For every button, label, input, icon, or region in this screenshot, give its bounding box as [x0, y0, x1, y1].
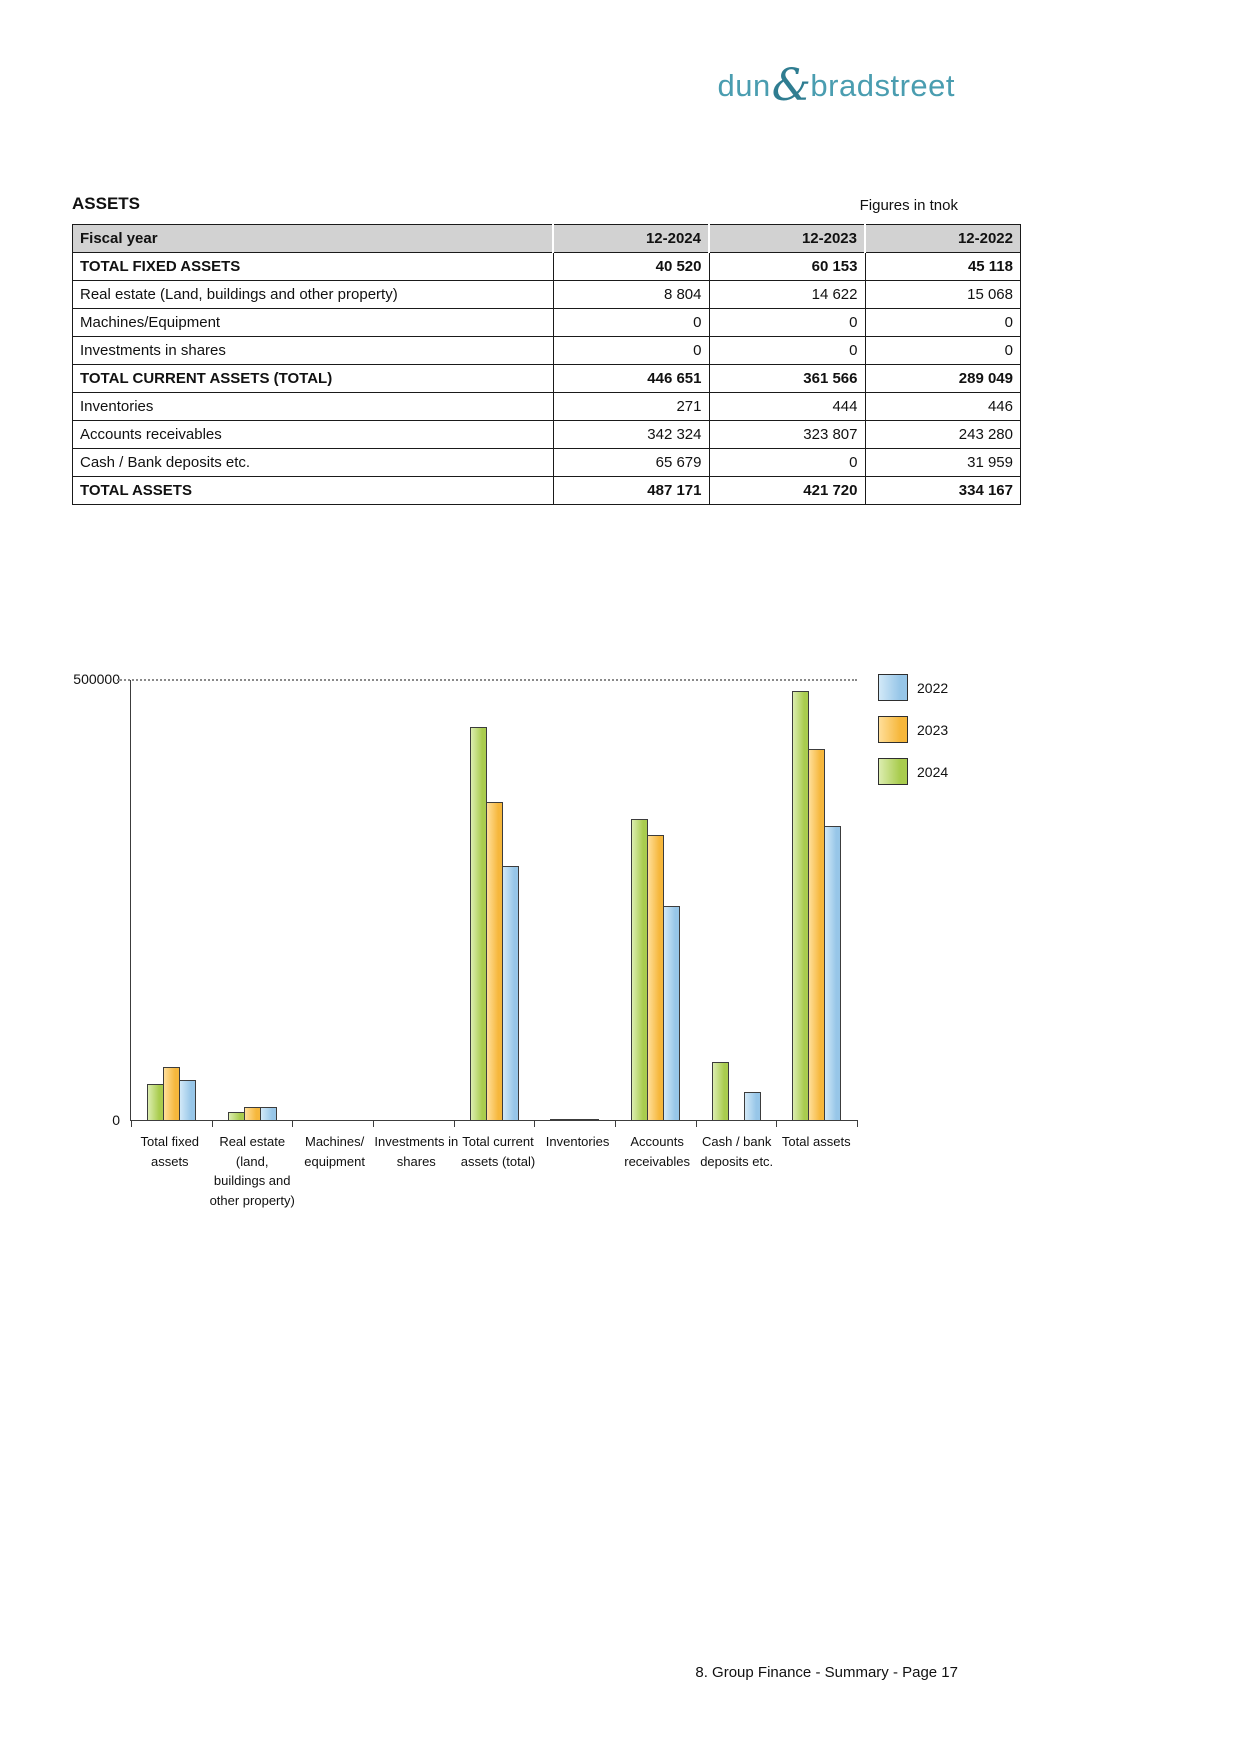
- row-value: 45 118: [865, 253, 1021, 281]
- bar-group: [534, 680, 615, 1120]
- row-value: 40 520: [553, 253, 709, 281]
- dun-bradstreet-logo: [717, 60, 955, 111]
- row-value: 421 720: [709, 477, 865, 505]
- bars-container: [131, 680, 857, 1120]
- bar-2022: [582, 1119, 599, 1120]
- row-value: 60 153: [709, 253, 865, 281]
- category-label: Investments in shares: [374, 1134, 459, 1169]
- section-header: [72, 194, 958, 214]
- row-value: 0: [865, 337, 1021, 365]
- axis-tick: [292, 1120, 293, 1127]
- bar-2023: [808, 749, 825, 1120]
- row-label: Real estate (Land, buildings and other property): [73, 281, 554, 309]
- row-label: Accounts receivables: [73, 421, 554, 449]
- row-value: 444: [709, 393, 865, 421]
- year-column-header: 12-2023: [709, 225, 865, 253]
- bar-group: [776, 680, 857, 1120]
- row-value: 0: [709, 309, 865, 337]
- chart-legend: [878, 674, 948, 800]
- table-row: [73, 449, 1021, 477]
- legend-swatch: [878, 674, 908, 701]
- fiscal-year-header: Fiscal year: [73, 225, 554, 253]
- bar-2022: [663, 906, 680, 1120]
- bar-2022: [744, 1092, 761, 1120]
- bar-2024: [712, 1062, 729, 1120]
- axis-tick: [454, 1120, 455, 1127]
- row-value: 0: [865, 309, 1021, 337]
- section-title: ASSETS: [72, 194, 141, 213]
- row-value: 31 959: [865, 449, 1021, 477]
- y-axis-max-label: 500000: [73, 671, 120, 687]
- row-value: 8 804: [553, 281, 709, 309]
- bar-2022: [260, 1107, 277, 1120]
- bar-2023: [566, 1119, 583, 1120]
- row-value: 361 566: [709, 365, 865, 393]
- bar-group: [454, 680, 535, 1120]
- bar-2024: [550, 1119, 567, 1120]
- row-value: 0: [709, 449, 865, 477]
- page-footer: 8. Group Finance - Summary - Page 17: [695, 1664, 958, 1681]
- row-value: 65 679: [553, 449, 709, 477]
- row-label: Investments in shares: [73, 337, 554, 365]
- year-column-header: 12-2024: [553, 225, 709, 253]
- bar-2022: [179, 1080, 196, 1120]
- category-label: Total assets: [781, 1134, 851, 1149]
- bar-group: [212, 680, 293, 1120]
- row-value: 342 324: [553, 421, 709, 449]
- row-value: 243 280: [865, 421, 1021, 449]
- legend-item-2022: [878, 674, 948, 701]
- row-value: 334 167: [865, 477, 1021, 505]
- table-row: [73, 337, 1021, 365]
- plot-area: [130, 680, 857, 1121]
- category-label: Inventories: [545, 1134, 610, 1149]
- legend-label: 2023: [917, 721, 949, 738]
- legend-item-2023: [878, 716, 948, 743]
- row-value: 0: [709, 337, 865, 365]
- table-row: [73, 477, 1021, 505]
- category-label: Cash / bank deposits etc.: [700, 1134, 774, 1169]
- legend-swatch: [878, 758, 908, 785]
- bar-2023: [647, 835, 664, 1120]
- bar-2024: [792, 691, 809, 1120]
- row-value: 446: [865, 393, 1021, 421]
- legend-label: 2022: [917, 679, 949, 696]
- bar-2023: [244, 1107, 261, 1120]
- bar-2022: [824, 826, 841, 1120]
- table-row: [73, 281, 1021, 309]
- row-value: 487 171: [553, 477, 709, 505]
- x-axis-labels: [130, 1132, 856, 1210]
- logo-ampersand-icon: &: [771, 60, 812, 111]
- bar-2024: [631, 819, 648, 1120]
- legend-item-2024: [878, 758, 948, 785]
- units-note: Figures in tnok: [859, 197, 958, 214]
- legend-label: 2024: [917, 763, 949, 780]
- row-value: 446 651: [553, 365, 709, 393]
- category-label: Real estate (land, buildings and other property): [209, 1134, 295, 1208]
- year-column-header: 12-2022: [865, 225, 1021, 253]
- category-label: Machines/ equipment: [304, 1134, 365, 1169]
- assets-table-body: [73, 253, 1021, 505]
- row-value: 14 622: [709, 281, 865, 309]
- row-label: TOTAL CURRENT ASSETS (TOTAL): [73, 365, 554, 393]
- row-value: 0: [553, 337, 709, 365]
- axis-tick: [696, 1120, 697, 1127]
- axis-tick: [534, 1120, 535, 1127]
- logo-word-dun: dun: [717, 68, 771, 103]
- axis-tick: [131, 1120, 132, 1127]
- axis-tick: [857, 1120, 858, 1127]
- table-row: [73, 253, 1021, 281]
- bar-2022: [502, 866, 519, 1120]
- bar-group: [615, 680, 696, 1120]
- table-header-row: [73, 225, 1021, 253]
- bar-group: [131, 680, 212, 1120]
- axis-tick: [212, 1120, 213, 1127]
- bar-2024: [228, 1112, 245, 1120]
- row-label: TOTAL ASSETS: [73, 477, 554, 505]
- row-label: Cash / Bank deposits etc.: [73, 449, 554, 477]
- row-value: 271: [553, 393, 709, 421]
- row-value: 323 807: [709, 421, 865, 449]
- table-row: [73, 393, 1021, 421]
- category-label: Accounts receivables: [624, 1134, 690, 1169]
- bar-2024: [147, 1084, 164, 1120]
- bar-2023: [163, 1067, 180, 1120]
- bar-2024: [470, 727, 487, 1120]
- table-row: [73, 309, 1021, 337]
- assets-table: [72, 224, 1021, 505]
- axis-tick: [615, 1120, 616, 1127]
- category-label: Total current assets (total): [460, 1134, 536, 1169]
- row-label: Machines/Equipment: [73, 309, 554, 337]
- bar-group: [696, 680, 777, 1120]
- legend-swatch: [878, 716, 908, 743]
- table-row: [73, 365, 1021, 393]
- row-value: 0: [553, 309, 709, 337]
- axis-tick: [776, 1120, 777, 1127]
- bar-2023: [486, 802, 503, 1120]
- bar-group: [373, 680, 454, 1120]
- category-label: Total fixed assets: [140, 1134, 200, 1169]
- table-row: [73, 421, 1021, 449]
- assets-bar-chart: [72, 668, 972, 1248]
- axis-tick: [373, 1120, 374, 1127]
- row-value: 289 049: [865, 365, 1021, 393]
- row-label: Inventories: [73, 393, 554, 421]
- bar-group: [292, 680, 373, 1120]
- y-axis-zero-label: 0: [112, 1112, 120, 1128]
- logo-word-bradstreet: bradstreet: [810, 68, 955, 103]
- row-value: 15 068: [865, 281, 1021, 309]
- row-label: TOTAL FIXED ASSETS: [73, 253, 554, 281]
